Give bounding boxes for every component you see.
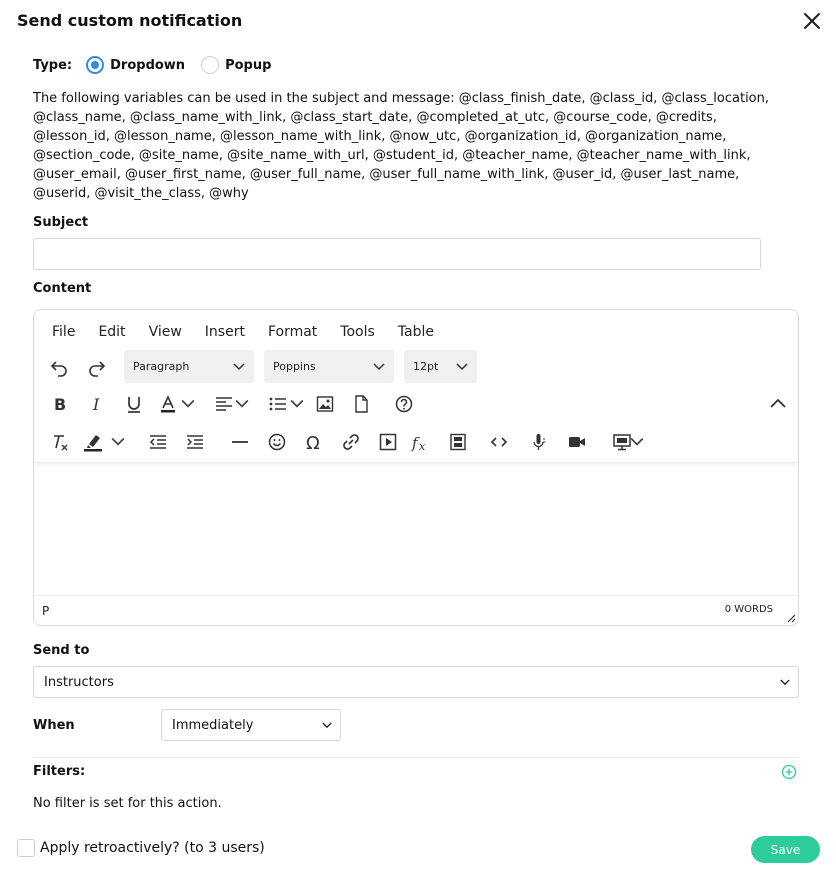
element-path[interactable]: P bbox=[42, 604, 50, 618]
emoji-icon[interactable] bbox=[264, 429, 290, 455]
italic-icon[interactable] bbox=[84, 391, 110, 417]
align-left-icon[interactable] bbox=[211, 391, 237, 417]
apply-retroactively-label[interactable]: Apply retroactively? (to 3 users) bbox=[40, 840, 265, 856]
editor-toolbar bbox=[35, 311, 797, 463]
underline-icon[interactable] bbox=[121, 391, 147, 417]
type-option-dropdown-label: Dropdown bbox=[110, 57, 186, 73]
send-to-select[interactable] bbox=[33, 666, 799, 698]
no-filter-text: No filter is set for this action. bbox=[33, 796, 222, 811]
image-icon[interactable] bbox=[312, 391, 338, 417]
radio-popup[interactable] bbox=[201, 56, 219, 74]
clear-formatting-icon[interactable] bbox=[47, 429, 73, 455]
chevron-down-icon bbox=[780, 679, 790, 686]
editor-menubar bbox=[52, 324, 457, 340]
menu-edit[interactable]: Edit bbox=[98, 324, 126, 340]
outdent-icon[interactable] bbox=[145, 429, 171, 455]
link-icon[interactable] bbox=[338, 429, 364, 455]
font-family-select[interactable] bbox=[264, 350, 394, 383]
menu-insert[interactable]: Insert bbox=[204, 324, 245, 340]
chevron-down-icon[interactable] bbox=[290, 391, 304, 417]
template-icon[interactable] bbox=[445, 429, 471, 455]
chevron-down-icon bbox=[322, 722, 332, 729]
font-family-value: Poppins bbox=[273, 360, 316, 373]
microphone-icon[interactable] bbox=[526, 429, 552, 455]
menu-table[interactable]: Table bbox=[397, 324, 434, 340]
help-icon[interactable] bbox=[391, 391, 417, 417]
redo-icon[interactable] bbox=[84, 354, 110, 380]
when-select[interactable] bbox=[161, 709, 341, 741]
send-to-label: Send to bbox=[33, 643, 90, 658]
bullet-list-icon[interactable] bbox=[265, 391, 291, 417]
block-format-select[interactable] bbox=[124, 350, 254, 383]
font-size-select[interactable] bbox=[404, 350, 477, 383]
collapse-toolbar-icon[interactable] bbox=[765, 391, 791, 417]
media-icon[interactable] bbox=[375, 429, 401, 455]
video-camera-icon[interactable] bbox=[564, 429, 590, 455]
apply-retroactively-checkbox[interactable] bbox=[17, 839, 35, 857]
chevron-down-icon bbox=[373, 363, 385, 371]
send-to-value: Instructors bbox=[44, 674, 114, 690]
add-filter-plus-icon[interactable] bbox=[781, 764, 797, 780]
svg-text:B: B bbox=[54, 395, 67, 414]
word-count[interactable]: 0 WORDS bbox=[724, 604, 773, 615]
svg-text:f: f bbox=[412, 434, 418, 452]
subject-input[interactable] bbox=[33, 238, 761, 270]
content-label: Content bbox=[33, 281, 92, 296]
chevron-down-icon[interactable] bbox=[235, 391, 249, 417]
editor-statusbar bbox=[34, 595, 798, 625]
indent-icon[interactable] bbox=[182, 429, 208, 455]
filters-label: Filters: bbox=[33, 764, 86, 779]
chevron-down-icon[interactable] bbox=[111, 429, 125, 455]
type-option-dropdown[interactable] bbox=[86, 56, 185, 74]
svg-text:I: I bbox=[93, 395, 100, 414]
type-selector bbox=[33, 54, 287, 76]
font-size-value: 12pt bbox=[413, 360, 439, 373]
highlight-color-icon[interactable] bbox=[80, 429, 106, 455]
type-option-popup[interactable] bbox=[201, 56, 271, 74]
type-option-popup-label: Popup bbox=[225, 57, 272, 73]
when-value: Immediately bbox=[172, 717, 254, 733]
formula-icon[interactable] bbox=[408, 429, 434, 455]
dialog-title: Send custom notification bbox=[17, 11, 243, 30]
divider bbox=[33, 757, 799, 758]
bold-icon[interactable] bbox=[47, 391, 73, 417]
close-icon[interactable] bbox=[802, 11, 822, 31]
variables-help-text: The following variables can be used in the subject and message: @class_finish_date, @class_id, @class_location, @class_name, @class_name_with_link, @class_start_date, @completed_at_utc, @course_code, @credits, @lesson_id, @lesson_name, @lesson_name_with_link, @now_utc, @organization_id, @organization_name, @section_code, @site_name, @site_name_with_url, @student_id, @teacher_name, @teacher_name_with_link, @user_email, @user_first_name, @user_full_name, @user_full_name_with_link, @user_id, @user_last_name, @userid, @visit_the_class, @why bbox=[33, 91, 770, 202]
block-format-value: Paragraph bbox=[133, 360, 190, 373]
resize-handle-icon[interactable] bbox=[787, 614, 796, 623]
special-character-icon[interactable] bbox=[301, 429, 327, 455]
menu-file[interactable]: File bbox=[52, 324, 76, 340]
radio-dropdown[interactable] bbox=[86, 56, 104, 74]
text-color-icon[interactable] bbox=[155, 391, 181, 417]
subject-label: Subject bbox=[33, 215, 89, 230]
rich-text-editor bbox=[33, 309, 799, 626]
when-label: When bbox=[33, 718, 75, 733]
svg-text:Ω: Ω bbox=[306, 433, 320, 452]
menu-tools[interactable]: Tools bbox=[340, 324, 375, 340]
chevron-down-icon bbox=[456, 363, 468, 371]
chevron-down-icon[interactable] bbox=[630, 429, 644, 455]
chevron-down-icon[interactable] bbox=[181, 391, 195, 417]
source-code-icon[interactable] bbox=[486, 429, 512, 455]
svg-text:x: x bbox=[419, 440, 426, 452]
undo-icon[interactable] bbox=[46, 354, 72, 380]
document-icon[interactable] bbox=[348, 391, 374, 417]
type-label: Type: bbox=[33, 57, 73, 73]
save-button[interactable]: Save bbox=[751, 836, 820, 863]
chevron-down-icon bbox=[233, 363, 245, 371]
menu-view[interactable]: View bbox=[148, 324, 182, 340]
horizontal-rule-icon[interactable] bbox=[227, 429, 253, 455]
menu-format[interactable]: Format bbox=[267, 324, 318, 340]
